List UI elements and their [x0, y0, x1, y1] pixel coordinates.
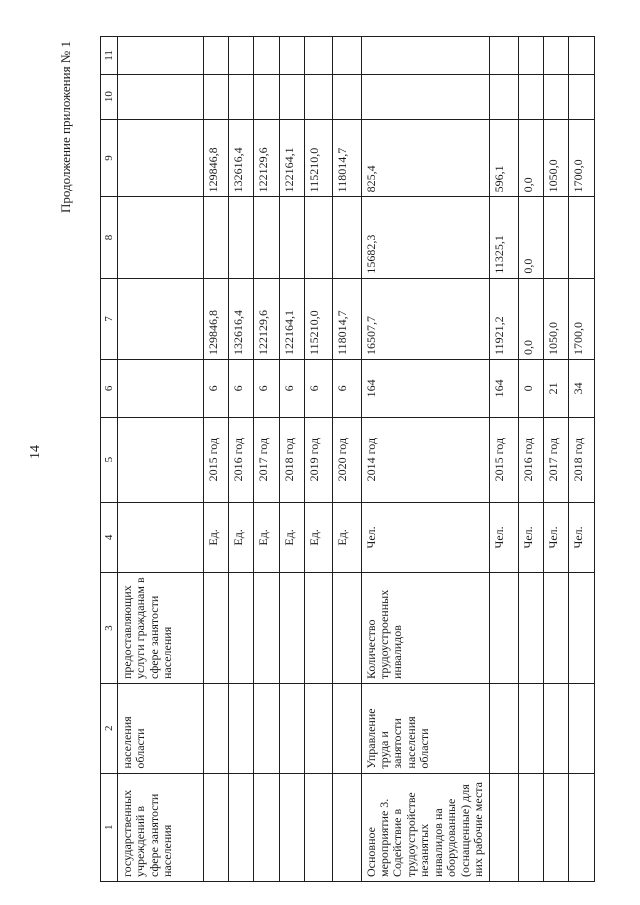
- table-cell: 6: [254, 359, 280, 417]
- table-cell: [254, 74, 280, 119]
- table-cell: [229, 573, 254, 684]
- table-cell: 115210,0: [305, 119, 333, 197]
- table-cell: 2020 год: [333, 417, 361, 502]
- table-cell: 2016 год: [229, 417, 254, 502]
- table-cell: [543, 684, 568, 774]
- table-cell: [118, 417, 204, 502]
- table-cell: 0: [518, 359, 543, 417]
- table-cell: [280, 573, 305, 684]
- table-cell: [204, 74, 229, 119]
- table-cell: [568, 37, 594, 75]
- table-cell: 6: [204, 359, 229, 417]
- column-number-row: [101, 37, 118, 882]
- table-cell: Количество трудоустроенных инвалидов: [361, 573, 489, 684]
- table-cell: [543, 773, 568, 881]
- table-cell: [543, 74, 568, 119]
- table-cell: [333, 684, 361, 774]
- table-row: [361, 37, 489, 882]
- table-cell: [489, 37, 518, 75]
- appendix-continuation-note: Продолжение приложения № 1: [58, 41, 73, 213]
- table-cell: [518, 74, 543, 119]
- table-cell: [568, 573, 594, 684]
- table-cell: государственных учреждений в сфере занятости населения: [118, 773, 204, 881]
- table-cell: Ед.: [280, 502, 305, 573]
- table-cell: 2016 год: [518, 417, 543, 502]
- table-cell: [305, 773, 333, 881]
- table-cell: Управление труда и занятости населения области: [361, 684, 489, 774]
- table-cell: [204, 37, 229, 75]
- table-cell: [489, 74, 518, 119]
- table-cell: 0,0: [518, 278, 543, 359]
- table-cell: [118, 197, 204, 278]
- table-row: [118, 37, 204, 882]
- column-header: 8: [101, 197, 118, 278]
- table-cell: [333, 37, 361, 75]
- table-cell: 2017 год: [543, 417, 568, 502]
- table-cell: [254, 37, 280, 75]
- table-cell: 16507,7: [361, 278, 489, 359]
- table-cell: 0,0: [518, 197, 543, 278]
- table-cell: [568, 684, 594, 774]
- table-cell: [305, 74, 333, 119]
- table-cell: [204, 197, 229, 278]
- table-cell: [280, 74, 305, 119]
- table-cell: 122164,1: [280, 278, 305, 359]
- column-header: 2: [101, 684, 118, 774]
- table-cell: 129846,8: [204, 119, 229, 197]
- table-cell: Ед.: [229, 502, 254, 573]
- table-cell: 11325,1: [489, 197, 518, 278]
- table-cell: 6: [333, 359, 361, 417]
- table-cell: 6: [305, 359, 333, 417]
- column-header: 3: [101, 573, 118, 684]
- table-cell: [568, 197, 594, 278]
- table-cell: Чел.: [543, 502, 568, 573]
- table-cell: Ед.: [254, 502, 280, 573]
- table-cell: [305, 197, 333, 278]
- table-cell: [118, 278, 204, 359]
- table-cell: [489, 573, 518, 684]
- table-cell: [118, 74, 204, 119]
- table-cell: [518, 573, 543, 684]
- table-cell: [305, 573, 333, 684]
- table-cell: 2019 год: [305, 417, 333, 502]
- column-header: 11: [101, 37, 118, 75]
- table-cell: [254, 197, 280, 278]
- table-cell: 115210,0: [305, 278, 333, 359]
- table-cell: [204, 684, 229, 774]
- table-cell: [229, 773, 254, 881]
- table-cell: 1050,0: [543, 119, 568, 197]
- table-cell: Основное мероприятие 3. Содействие в трудоустройстве незанятых инвалидов на оборудованные (оснащенные) для них рабочие места: [361, 773, 489, 881]
- table-cell: 132616,4: [229, 278, 254, 359]
- table-cell: населения области: [118, 684, 204, 774]
- table-cell: [361, 74, 489, 119]
- table-cell: [229, 684, 254, 774]
- table-cell: [280, 684, 305, 774]
- table-row: [489, 37, 518, 882]
- table-cell: [543, 197, 568, 278]
- data-table: [100, 36, 595, 882]
- table-cell: Чел.: [568, 502, 594, 573]
- column-header: 5: [101, 417, 118, 502]
- table-cell: 34: [568, 359, 594, 417]
- table-cell: Ед.: [333, 502, 361, 573]
- table-cell: 15682,3: [361, 197, 489, 278]
- table-cell: 2014 год: [361, 417, 489, 502]
- table-cell: Чел.: [518, 502, 543, 573]
- table-cell: [229, 37, 254, 75]
- table-cell: 118014,7: [333, 119, 361, 197]
- table-cell: [333, 773, 361, 881]
- table-row: [543, 37, 568, 882]
- column-header: 6: [101, 359, 118, 417]
- table-cell: 122129,6: [254, 278, 280, 359]
- table-cell: [333, 74, 361, 119]
- table-cell: 2015 год: [489, 417, 518, 502]
- column-header: 7: [101, 278, 118, 359]
- table-cell: [254, 773, 280, 881]
- table-cell: [204, 573, 229, 684]
- table-cell: [118, 37, 204, 75]
- table-cell: 1050,0: [543, 278, 568, 359]
- table-cell: [254, 573, 280, 684]
- table-cell: 825,4: [361, 119, 489, 197]
- table-cell: [229, 74, 254, 119]
- table-row: [568, 37, 594, 882]
- column-header: 10: [101, 74, 118, 119]
- table-cell: [305, 684, 333, 774]
- table-body: [118, 37, 595, 882]
- table-cell: [568, 74, 594, 119]
- table-cell: 1700,0: [568, 278, 594, 359]
- table-cell: 2017 год: [254, 417, 280, 502]
- table-cell: предоставляющих услуги гражданам в сфере занятости населения: [118, 573, 204, 684]
- table-cell: 2018 год: [568, 417, 594, 502]
- table-row: [518, 37, 543, 882]
- table-cell: [489, 684, 518, 774]
- table-cell: 118014,7: [333, 278, 361, 359]
- table-cell: 596,1: [489, 119, 518, 197]
- table-cell: 11921,2: [489, 278, 518, 359]
- table-cell: [518, 37, 543, 75]
- table-cell: [254, 684, 280, 774]
- table-cell: 1700,0: [568, 119, 594, 197]
- table-cell: Ед.: [204, 502, 229, 573]
- table-cell: Чел.: [361, 502, 489, 573]
- table-cell: [518, 684, 543, 774]
- table-cell: [280, 37, 305, 75]
- table-cell: Ед.: [305, 502, 333, 573]
- table-cell: 21: [543, 359, 568, 417]
- table-cell: 0,0: [518, 119, 543, 197]
- table-cell: [118, 502, 204, 573]
- table-row: [229, 37, 254, 882]
- table-cell: 6: [280, 359, 305, 417]
- table-cell: 6: [229, 359, 254, 417]
- table-cell: [118, 359, 204, 417]
- table-cell: [361, 37, 489, 75]
- table-row: [333, 37, 361, 882]
- table-cell: 164: [361, 359, 489, 417]
- table-cell: 122129,6: [254, 119, 280, 197]
- table-cell: 129846,8: [204, 278, 229, 359]
- rotated-table-wrapper: [100, 36, 595, 882]
- table-cell: 122164,1: [280, 119, 305, 197]
- table-cell: [118, 119, 204, 197]
- table-cell: [305, 37, 333, 75]
- table-cell: [333, 573, 361, 684]
- table-cell: [280, 197, 305, 278]
- table-cell: [543, 573, 568, 684]
- table-cell: [204, 773, 229, 881]
- table-cell: 2018 год: [280, 417, 305, 502]
- table-cell: [518, 773, 543, 881]
- table-cell: 2015 год: [204, 417, 229, 502]
- table-cell: [489, 773, 518, 881]
- table-row: [204, 37, 229, 882]
- table-cell: Чел.: [489, 502, 518, 573]
- column-header: 9: [101, 119, 118, 197]
- table-cell: [229, 197, 254, 278]
- column-header: 1: [101, 773, 118, 881]
- page-number: 14: [28, 445, 43, 459]
- table-row: [280, 37, 305, 882]
- table-row: [305, 37, 333, 882]
- column-header: 4: [101, 502, 118, 573]
- table-cell: [333, 197, 361, 278]
- table-cell: 164: [489, 359, 518, 417]
- table-cell: [543, 37, 568, 75]
- table-row: [254, 37, 280, 882]
- table-cell: [568, 773, 594, 881]
- table-cell: [280, 773, 305, 881]
- table-cell: 132616,4: [229, 119, 254, 197]
